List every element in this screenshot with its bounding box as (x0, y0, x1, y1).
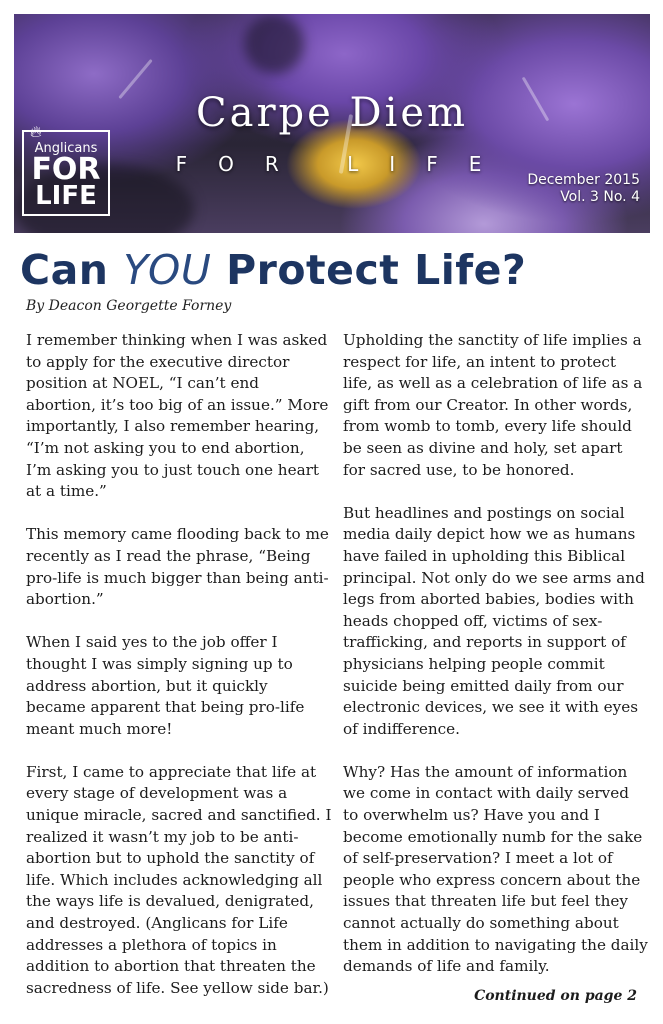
paragraph: Upholding the sanctity of life implies a respect for life, an intent to protect life, as well as a celebration of life as a gift from our Creator. In other words, from womb to tomb, every life should be seen as divine and holy, set apart for sacred use, to be honored. (343, 331, 643, 479)
paragraph: When I said yes to the job offer I thought I was simply signing up to address abortion, but it quickly became apparent that being pro-life meant much more! (26, 633, 305, 738)
header-banner (14, 14, 650, 233)
paragraph: But headlines and postings on social media daily depict how we as humans have failed in upholding this Biblical principal. Not only do we see arms and legs from aborted babies, bodies with heads chopped off, victims of sex-trafficking, and reports in support of physicians helping people commit suicide being emitted daily from our electronic devices, we see it with eyes of indifference. (343, 503, 645, 738)
newsletter-subtitle: FOR LIFE (175, 152, 513, 176)
issue-date: December 2015 (527, 172, 640, 188)
paragraph: Why? Has the amount of information we come in contact with daily served to overwhelm us? Have you and I become emotionally numb for the sake of self-preservation? I meet a lot of people who express concern about the issues that threaten life but feel they cannot actually do something about them in addition to navigating the daily demands of life and family. (343, 762, 648, 976)
logo-line-1: Anglicans (34, 141, 98, 156)
article-column-right (343, 330, 649, 999)
article-byline: By Deacon Georgette Forney (26, 298, 232, 314)
flame-icon: 🔥︎ (30, 122, 42, 141)
issue-volume: Vol. 3 No. 4 (560, 189, 640, 205)
headline-emphasis: YOU (123, 246, 212, 294)
paragraph: This memory came flooding back to me recently as I read the phrase, “Being pro-life is much bigger than being anti-abortion.” (26, 525, 329, 609)
paragraph: I remember thinking when I was asked to apply for the executive director position at NOEL, “I can’t end abortion, it’s too big of an issue.” More importantly, I also remember hearing, “I’m not asking you to end abortion, I’m asking you to just touch one heart at a time.” (26, 331, 329, 501)
continued-note: Continued on page 2 (474, 988, 637, 1004)
headline-part-2: Protect Life? (211, 246, 527, 294)
issue-info (527, 172, 640, 206)
logo-line-2: FOR (31, 152, 101, 187)
banner-shadow (244, 14, 304, 74)
headline-part-1: Can (20, 246, 124, 294)
article-headline (20, 246, 650, 294)
logo-line-3: LIFE (35, 181, 97, 211)
anglicans-for-life-logo (22, 122, 110, 216)
newsletter-title: Carpe Diem (195, 90, 469, 136)
article-column-left (26, 330, 332, 1021)
paragraph: First, I came to appreciate that life at every stage of development was a unique miracle, sacred and sanctified. I realized it wasn’t my job to be anti-abortion but to uphold the sanctity of life. Which includes acknowledging all the ways life is devalued, denigrated, and destroyed. (Anglicans for Life addresses a plethora of topics in addition to abortion that threaten the sacredness of life. See yellow side bar.) (26, 762, 332, 997)
